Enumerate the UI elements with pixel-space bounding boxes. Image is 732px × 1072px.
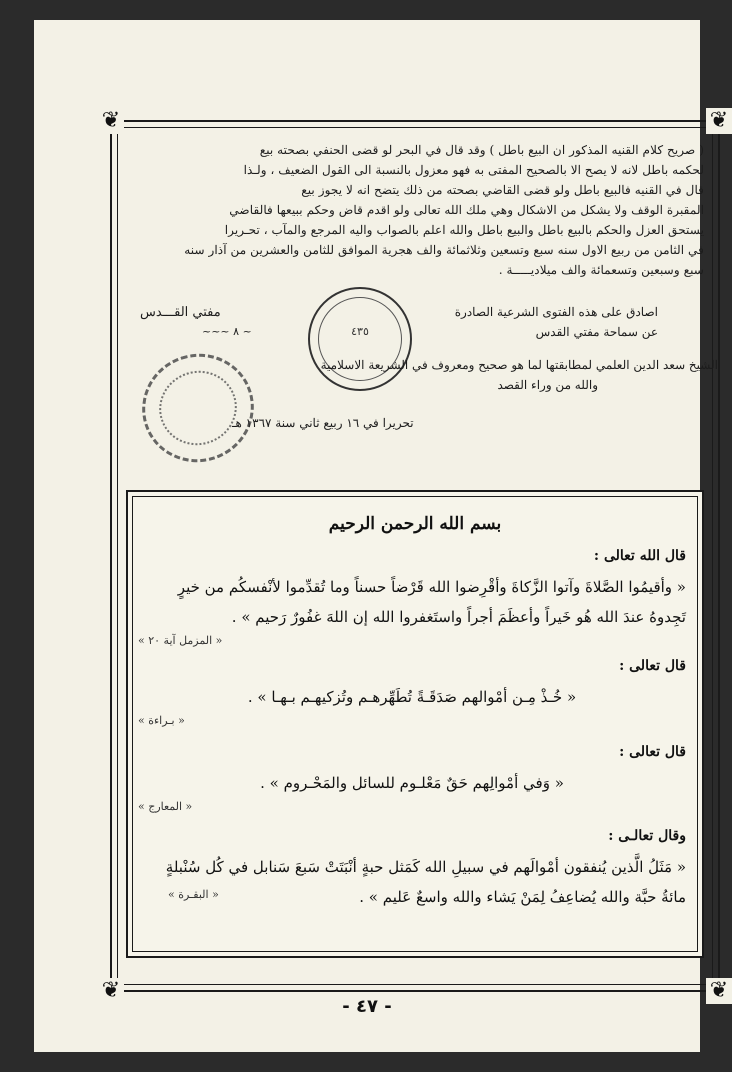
verse-text: « وَفي أمْوالِهم حَقٌ مَعْلـوم للسائل والمَحْـروم » .: [260, 774, 564, 792]
corner-ornament-icon: ❦: [98, 108, 124, 134]
corner-ornament-icon: ❦: [98, 978, 124, 1004]
fatwa-line: لحكمه باطل لانه لا يصح الا بالصحيح المفتى به فهو معزول بالنسبة الى القول الضعيف ، ولـذا: [243, 163, 704, 177]
quran-verses-box: [126, 490, 704, 958]
book-page: [34, 20, 729, 1052]
ink-stamp: [128, 339, 268, 476]
verse-source: « البقـرة »: [168, 888, 219, 901]
verse-source: « بـراءة »: [138, 714, 185, 727]
verse-source: « المزمل آية ٢٠ »: [138, 634, 223, 647]
fatwa-text: [130, 140, 704, 280]
round-seal-text: ٤٣٥: [351, 325, 369, 338]
verse-intro: قال تعالى :: [619, 744, 686, 760]
sheikh-statement: [321, 355, 718, 395]
verse-intro: قال تعالى :: [619, 658, 686, 674]
sheikh-line: الشيخ سعد الدين العلمي لمطابقتها لما هو صحيح ومعروف في الشريعة الاسلامية: [320, 358, 718, 372]
fatwa-line: المقبرة الوقف ولا يشكل من الاشكال وهي ملك الله تعالى ولو اقدم قاض وحكم ببيعها فالقاضي: [229, 203, 704, 217]
verse-block: [138, 744, 686, 813]
verse-block: [138, 548, 686, 647]
verse-text: « خُـذْ مِـن أمْوالهم صَدَقَـةً تُطَهِّرهـم وتُزكيهـم بـهـا » .: [247, 688, 577, 706]
verse-source: « المعارج »: [138, 800, 193, 813]
fatwa-line: قال في القنيه فالبيع باطل ولو قضى القاضي بصحته من ذلك يتضح انه لا يجوز بيع: [301, 183, 704, 197]
corner-ornament-icon: ❦: [706, 978, 732, 1004]
fatwa-line: سبع وسبعين وتسعمائة والف ميلاديـــــة .: [498, 263, 704, 277]
fatwa-line: يستحق العزل والحكم بالبيع باطل والبيع باطل والله اعلم بالصواب واليه المرجع والمآب ، تحـريرا: [224, 223, 704, 237]
approval-line: عن سماحة مفتي القدس: [535, 325, 658, 339]
approval-statement: [455, 302, 658, 342]
sheikh-line-2: والله من وراء القصد: [497, 378, 598, 392]
basmala: بسم الله الرحمن الرحيم: [328, 514, 502, 534]
mufti-title: مفتي القـــدس: [140, 305, 221, 320]
round-seal: [308, 287, 412, 391]
date-line: تحريرا في ١٦ ربيع ثاني سنة ١٣٦٧ هـ: [232, 416, 414, 430]
verse-block: [138, 828, 686, 906]
verse-intro: قال الله تعالى :: [593, 548, 686, 564]
verse-text: « مَثَلُ الَّذين يُنفقون أمْوالَهم في سبيلِ الله كَمَثل حبةٍ أنْبَتَتْ سَبعَ سَنابل في كُل سُنْبلةٍ مائةُ حبَّة والله يُضاعِفُ لِمَنْ يَشاء والله واسعٌ عَليم » .: [165, 858, 686, 906]
page-number: - ٤٧ -: [342, 996, 392, 1017]
approval-line: اصادق على هذه الفتوى الشرعية الصادرة: [454, 305, 658, 319]
verse-text: « وأقيمُوا الصَّلاةَ وآتوا الزَّكاةَ وأقْرِضوا الله قَرْضاً حسناً وما تُقدِّموا لأنْفسكُم من خيرٍ تَجِدوهُ عندَ الله هُو خَيراً وأعظَمَ أجراً واستَغفروا الله إن اللهَ غفُورٌ رَحيم » .: [177, 578, 686, 626]
fatwa-line: ( صريح كلام القنيه المذكور ان البيع باطل ) وقد قال في البحر لو قضى الحنفي بصحته بيع: [259, 143, 704, 157]
corner-ornament-icon: ❦: [706, 108, 732, 134]
signature-mark: ~ ٨ ~~~: [202, 325, 252, 338]
verse-block: [138, 658, 686, 727]
ornamental-frame: [101, 108, 729, 1003]
verse-intro: وقال تعالـى :: [608, 828, 686, 844]
fatwa-line: في الثامن من ربيع الاول سنه سبع وتسعين وثلاثمائة والف هجرية الموافق للثامن والعشرين من آذار سنه: [184, 243, 704, 257]
